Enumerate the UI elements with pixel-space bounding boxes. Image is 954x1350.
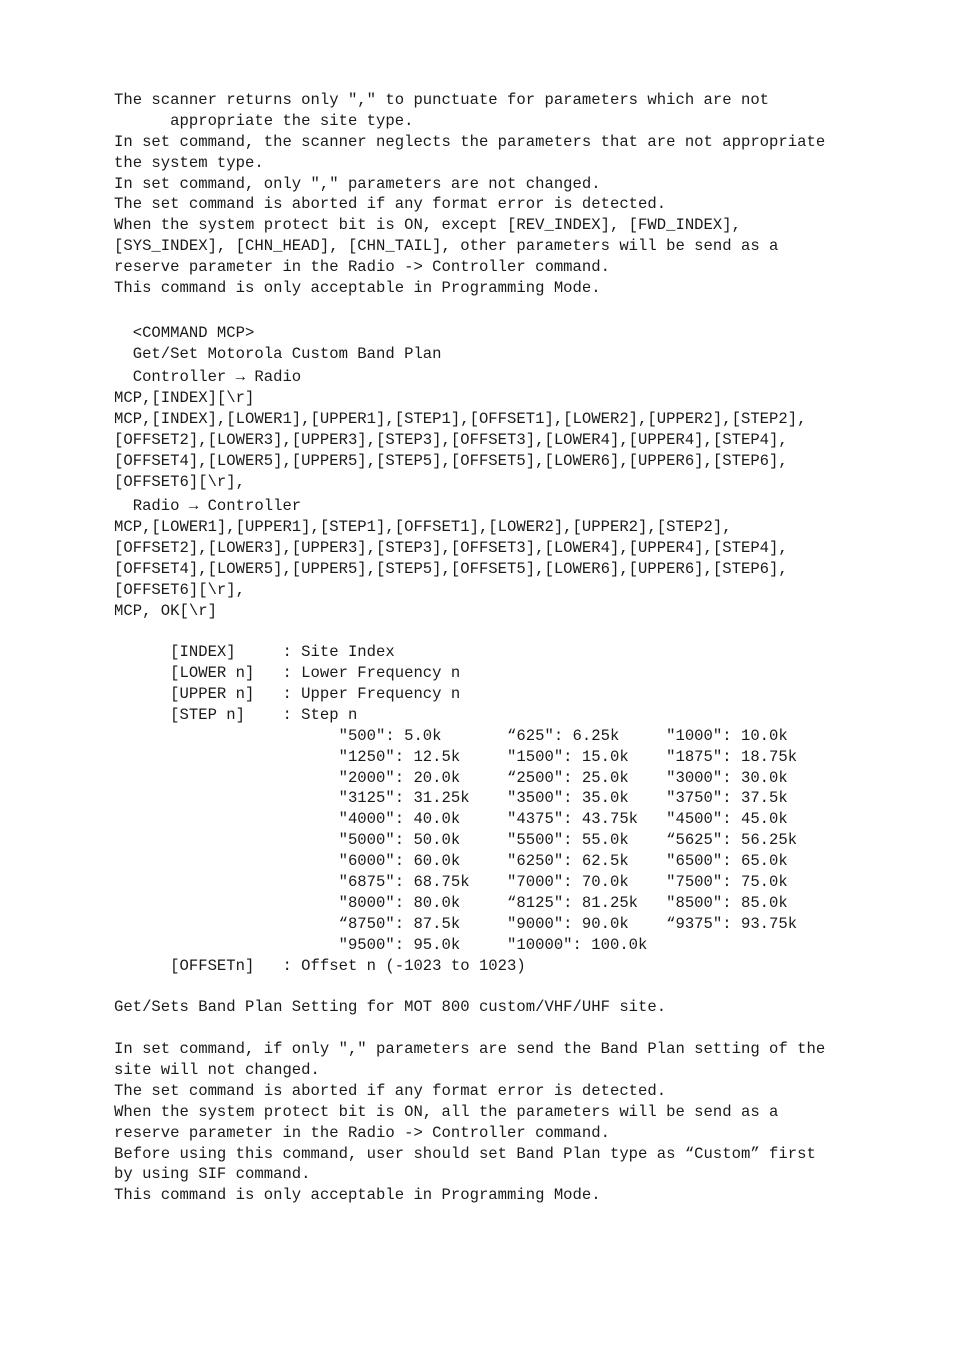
syntax-line: MCP, OK[\r] [114, 602, 217, 620]
note-line: In set command, if only "," parameters are send the Band Plan setting of the [114, 1040, 826, 1058]
intro-note-line: The set command is aborted if any format error is detected. [114, 195, 667, 213]
intro-note-line: the system type. [114, 154, 264, 172]
step-values-row: "500": 5.0k “625": 6.25k "1000": 10.0k [114, 727, 788, 745]
command-header: <COMMAND MCP> [114, 324, 255, 342]
intro-note-line: This command is only acceptable in Programming Mode. [114, 279, 601, 297]
note-line: site will not changed. [114, 1061, 320, 1079]
intro-note-line: In set command, the scanner neglects the parameters that are not appropriate [114, 133, 826, 151]
intro-note-line: appropriate the site type. [114, 112, 414, 130]
note-line: Before using this command, user should set Band Plan type as “Custom” first [114, 1145, 816, 1163]
intro-note-line: The scanner returns only "," to punctuate for parameters which are not [114, 91, 770, 109]
step-values-row: "1250": 12.5k "1500": 15.0k "1875": 18.75k [114, 748, 798, 766]
syntax-line: [OFFSET4],[LOWER5],[UPPER5],[STEP5],[OFFSET5],[LOWER6],[UPPER6],[STEP6], [114, 560, 788, 578]
step-values-row: "4000": 40.0k "4375": 43.75k "4500": 45.0k [114, 810, 788, 828]
direction-controller-to-radio: Controller → Radio [114, 368, 302, 386]
syntax-line: MCP,[LOWER1],[UPPER1],[STEP1],[OFFSET1],[LOWER2],[UPPER2],[STEP2], [114, 518, 732, 536]
param-line: [LOWER n] : Lower Frequency n [114, 664, 461, 682]
syntax-line: [OFFSET2],[LOWER3],[UPPER3],[STEP3],[OFFSET3],[LOWER4],[UPPER4],[STEP4], [114, 431, 788, 449]
syntax-line: MCP,[INDEX][\r] [114, 389, 255, 407]
syntax-line: [OFFSET6][\r], [114, 581, 246, 599]
description: Get/Sets Band Plan Setting for MOT 800 custom/VHF/UHF site. [114, 998, 667, 1016]
note-line: The set command is aborted if any format error is detected. [114, 1082, 667, 1100]
command-title: Get/Set Motorola Custom Band Plan [114, 345, 442, 363]
param-line: [STEP n] : Step n [114, 706, 358, 724]
note-line: by using SIF command. [114, 1165, 311, 1183]
syntax-line: MCP,[INDEX],[LOWER1],[UPPER1],[STEP1],[OFFSET1],[LOWER2],[UPPER2],[STEP2], [114, 410, 807, 428]
intro-note-line: [SYS_INDEX], [CHN_HEAD], [CHN_TAIL], other parameters will be send as a [114, 237, 779, 255]
step-values-row: "8000": 80.0k “8125": 81.25k "8500": 85.0k [114, 894, 788, 912]
param-line: [OFFSETn] : Offset n (-1023 to 1023) [114, 957, 526, 975]
syntax-line: [OFFSET6][\r], [114, 473, 246, 491]
param-line: [UPPER n] : Upper Frequency n [114, 685, 461, 703]
step-values-row: "5000": 50.0k "5500": 55.0k “5625": 56.25k [114, 831, 798, 849]
intro-note-line: reserve parameter in the Radio -> Controller command. [114, 258, 610, 276]
intro-note-line: When the system protect bit is ON, except [REV_INDEX], [FWD_INDEX], [114, 216, 741, 234]
step-values-row: “8750": 87.5k "9000": 90.0k “9375": 93.75k [114, 915, 798, 933]
direction-radio-to-controller: Radio → Controller [114, 497, 302, 515]
step-values-row: "6000": 60.0k "6250": 62.5k "6500": 65.0k [114, 852, 788, 870]
syntax-line: [OFFSET2],[LOWER3],[UPPER3],[STEP3],[OFFSET3],[LOWER4],[UPPER4],[STEP4], [114, 539, 788, 557]
note-line: When the system protect bit is ON, all the parameters will be send as a [114, 1103, 779, 1121]
param-line: [INDEX] : Site Index [114, 643, 395, 661]
step-values-row: "2000": 20.0k “2500": 25.0k "3000": 30.0k [114, 769, 788, 787]
syntax-line: [OFFSET4],[LOWER5],[UPPER5],[STEP5],[OFFSET5],[LOWER6],[UPPER6],[STEP6], [114, 452, 788, 470]
intro-note-line: In set command, only "," parameters are not changed. [114, 175, 601, 193]
step-values-row: "9500": 95.0k "10000": 100.0k [114, 936, 648, 954]
step-values-row: "3125": 31.25k "3500": 35.0k "3750": 37.5k [114, 789, 788, 807]
note-line: reserve parameter in the Radio -> Controller command. [114, 1124, 610, 1142]
note-line: This command is only acceptable in Programming Mode. [114, 1186, 601, 1204]
step-values-row: "6875": 68.75k "7000": 70.0k "7500": 75.0k [114, 873, 788, 891]
